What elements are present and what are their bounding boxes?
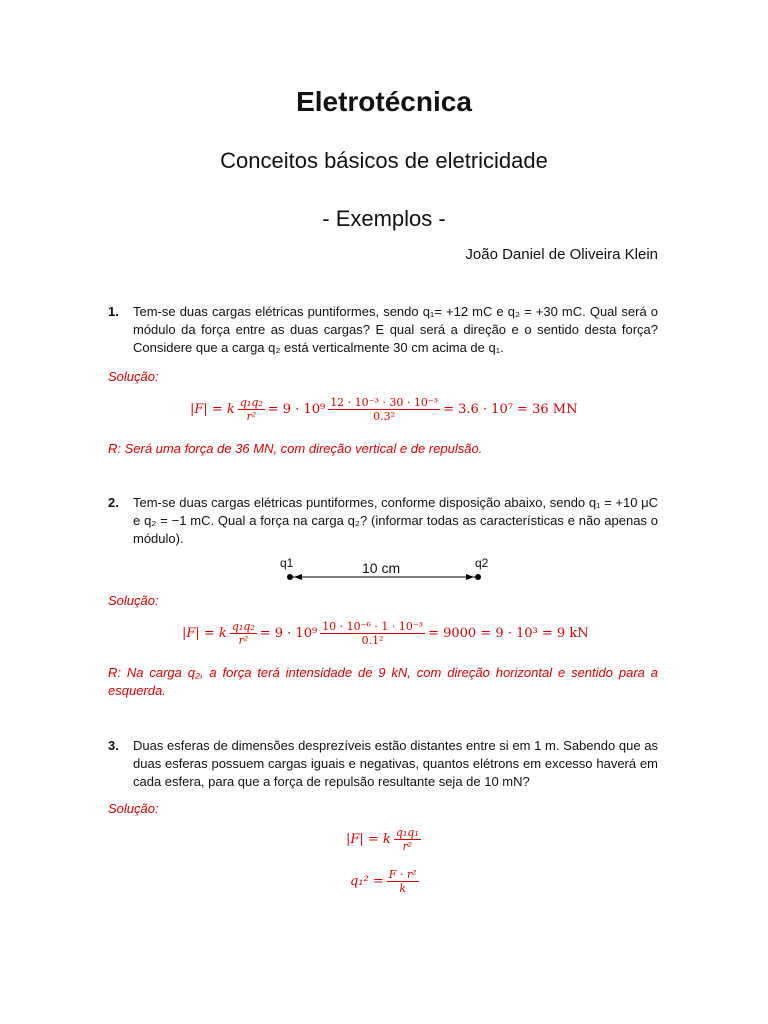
solution-label: Solução: xyxy=(108,801,159,816)
charge-diagram xyxy=(270,556,500,586)
author-name: João Daniel de Oliveira Klein xyxy=(465,246,658,263)
problem-text: Duas esferas de dimensões desprezíveis estão distantes entre si em 1 m. Sabendo que as duas esferas possuem cargas iguais e negativas, quantos elétrons em excesso haverá em cada esfera, para que a força de repulsão resultante seja de 10 mN? xyxy=(133,738,658,789)
q2-label: q2 xyxy=(475,556,489,570)
problem-text: Tem-se duas cargas elétricas puntiformes, conforme disposição abaixo, sendo q₁ = +10 μC e q₂ = −1 mC. Qual a força na carga q₂? (informar todas as características e não apenas o módulo). xyxy=(133,495,658,546)
page-subtitle: Conceitos básicos de eletricidade xyxy=(220,148,548,173)
arrow-left-head xyxy=(294,574,302,580)
problem-number: 2. xyxy=(108,495,119,510)
equation: |F| = k $\frac{\text{q₁q₂}}{\text{r²}}$ = 9 · 10⁹ $\frac{\text{10 · 10⁻⁶ · 1 · 10⁻³}}{\text{0.1²}}$ = 9000 = 9 · 10³ = 9 kN xyxy=(182,620,589,647)
page-title: Eletrotécnica xyxy=(296,86,472,117)
q1-label: q1 xyxy=(280,556,294,570)
problem-2 xyxy=(108,494,658,548)
answer: R: Será uma força de 36 MN, com direção vertical e de repulsão. xyxy=(108,441,483,456)
problem-number: 3. xyxy=(108,738,119,753)
q1-point xyxy=(287,574,293,580)
problem-3 xyxy=(108,737,658,791)
problem-text: Tem-se duas cargas elétricas puntiformes, sendo q₁= +12 mC e q₂ = +30 mC. Qual será o módulo da força entre as duas cargas? E qual será a direção e o sentido desta força? Considere que a carga q₂ está verticalmente 30 cm acima de q₁. xyxy=(133,304,658,355)
arrow-right-head xyxy=(466,574,474,580)
equation: q₁² = $\frac{\text{F · r²}}{k}$ xyxy=(350,868,417,895)
problem-1 xyxy=(108,303,658,357)
solution-label: Solução: xyxy=(108,369,159,384)
solution-label: Solução: xyxy=(108,593,159,608)
equation: |F| = k $\frac{\text{q₁q₁}}{\text{r²}}$ xyxy=(346,826,419,853)
distance-label: 10 cm xyxy=(362,560,401,576)
examples-heading: - Exemplos - xyxy=(322,206,446,231)
answer: R: Na carga q₂, a força terá intensidade de 9 kN, com direção horizontal e sentido para a esquerda. xyxy=(108,665,658,698)
equation: |F| = k $\frac{\text{q₁q₂}}{\text{r²}}$ = 9 · 10⁹ $\frac{\text{12 · 10⁻³ · 30 · 10⁻³}}{\text{0.3²}}$ = 3.6 · 10⁷ = 36 MN xyxy=(190,396,578,423)
problem-number: 1. xyxy=(108,304,119,319)
q2-point xyxy=(475,574,481,580)
